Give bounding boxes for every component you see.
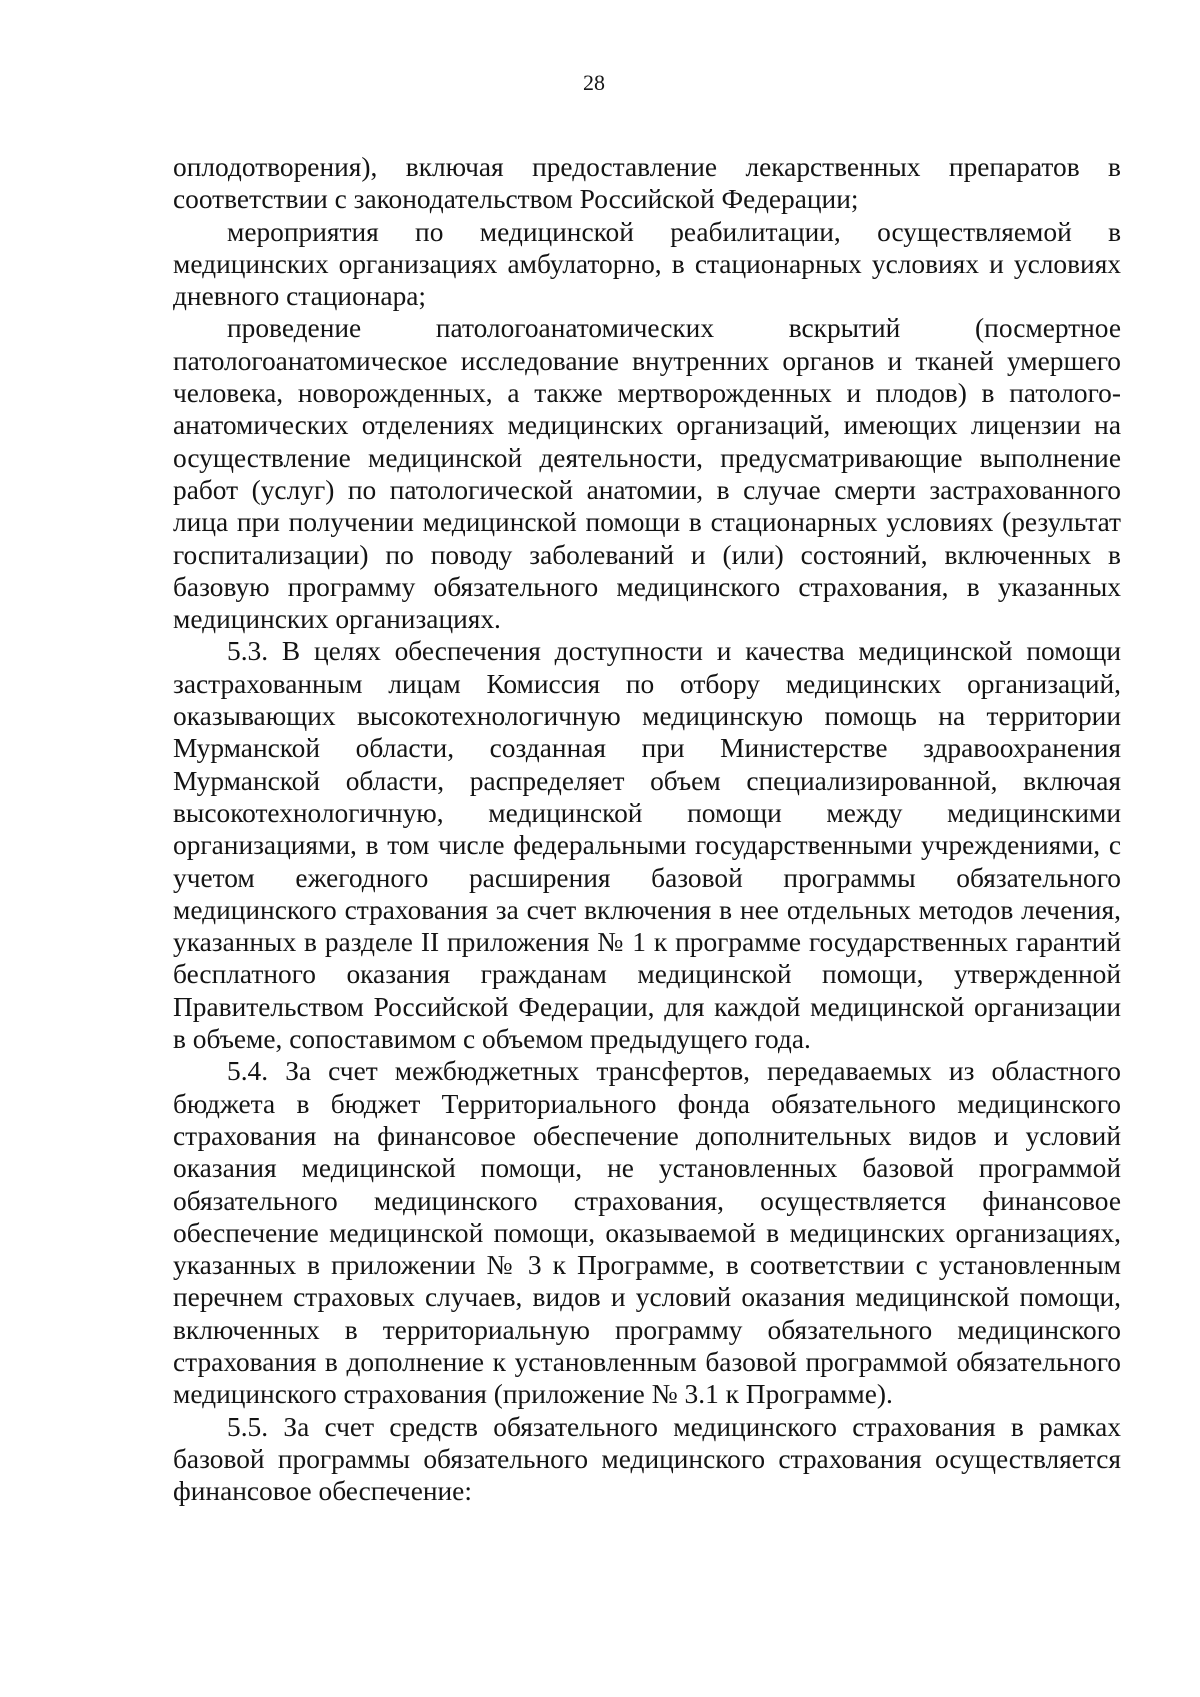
paragraph-section-5-5: 5.5. За счет средств обязательного медицинского страхования в рамках базовой программы обязательного медицинского страхования осуществляется финансовое обеспечение: bbox=[173, 1411, 1121, 1507]
paragraph-rehabilitation: мероприятия по медицинской реабилитации, осуществляемой в медицинских организациях амбулаторно, в стационарных условиях и условиях дневного стационара; bbox=[173, 216, 1121, 312]
paragraph-section-5-3: 5.3. В целях обеспечения доступности и качества медицинской помощи застрахованным лицам Комиссия по отбору медицинских организаций, оказывающих высокотехнологичную медицинскую помощь на территории Мурманской области, созданная при Министерстве здравоохранения Мурманской области, распределяет объем специализированной, включая высокотехнологичную, медицинской помощи между медицинскими организациями, в том числе федеральными государственными учреждениями, с учетом ежегодного расширения базовой программы обязательного медицинского страхования за счет включения в нее отдельных методов лечения, указанных в разделе II приложения № 1 к программе государственных гарантий бесплатного оказания гражданам медицинской помощи, утвержденной Правительством Российской Федерации, для каждой медицинской организации в объеме, сопоставимом с объемом предыдущего года. bbox=[173, 636, 1121, 1055]
paragraph-section-5-4: 5.4. За счет межбюджетных трансфертов, передаваемых из областного бюджета в бюджет Территориального фонда обязательного медицинского страхования на финансовое обеспечение дополнительных видов и условий оказания медицинской помощи, не установленных базовой программой обязательного медицинского страхования, осуществляется финансовое обеспечение медицинской помощи, оказываемой в медицинских организациях, указанных в приложении № 3 к Программе, в соответствии с установленным перечнем страховых случаев, видов и условий оказания медицинской помощи, включенных в территориальную программу обязательного медицинского страхования в дополнение к установленным базовой программой обязательного медицинского страхования (приложение № 3.1 к Программе). bbox=[173, 1056, 1121, 1410]
paragraph-autopsies: проведение патологоанатомических вскрытий (посмертное патологоанатомическое исследование внутренних органов и тканей умершего человека, новорожденных, а также мертворожденных и плодов) в патолого-анатомических отделениях медицинских организаций, имеющих лицензии на осуществление медицинской деятельности, предусматривающие выполнение работ (услуг) по патологической анатомии, в случае смерти застрахованного лица при получении медицинской помощи в стационарных условиях (результат госпитализации) по поводу заболеваний и (или) состояний, включенных в базовую программу обязательного медицинского страхования, в указанных медицинских организациях. bbox=[173, 313, 1121, 635]
document-body bbox=[173, 151, 1121, 1507]
paragraph-ivf-continuation: оплодотворения), включая предоставление лекарственных препаратов в соответствии с законодательством Российской Федерации; bbox=[173, 152, 1121, 215]
page-number: 28 bbox=[583, 70, 605, 95]
